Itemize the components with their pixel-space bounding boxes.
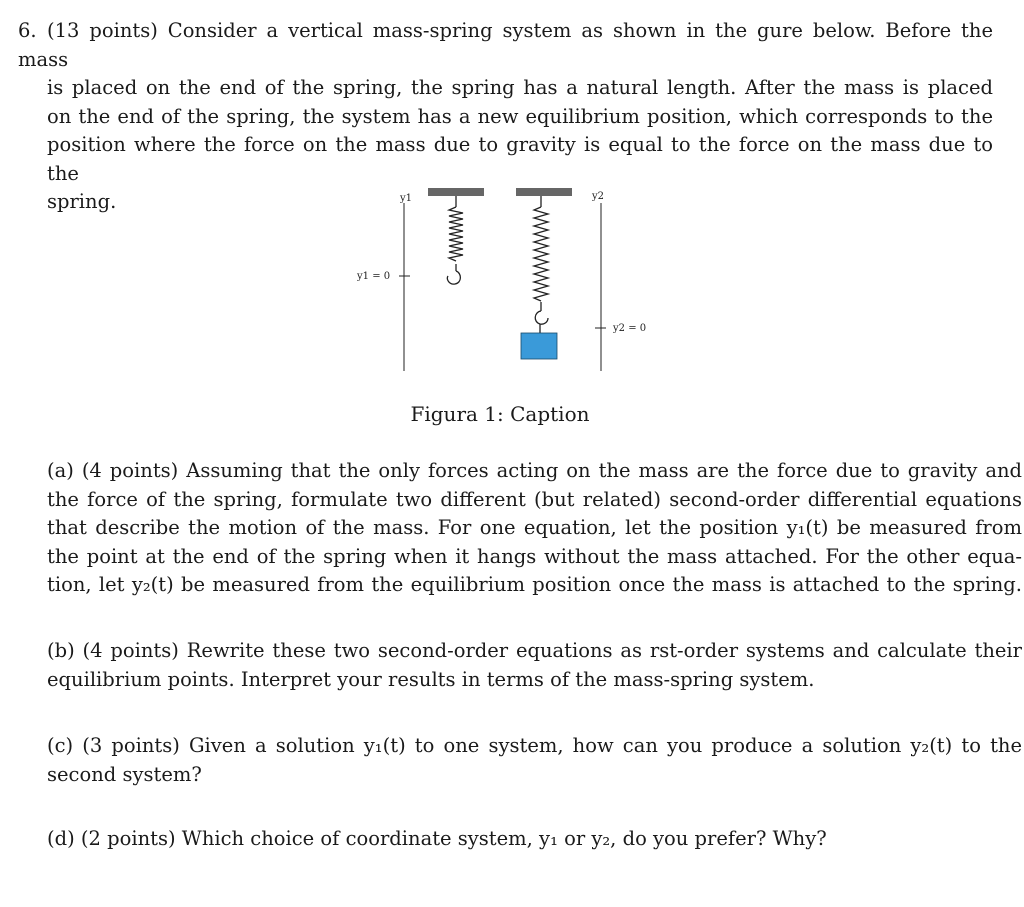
hook-left (447, 271, 460, 284)
y1-zero-label: y1 = 0 (357, 271, 391, 282)
part-a-line-5: tion, let y₂(t) be measured from the equilibrium position once the mass is attached to the spring. (47, 573, 1022, 596)
part-b-line-2: equilibrium points. Interpret your results in terms of the mass-spring system. (47, 667, 815, 691)
part-d-line-1: (d) (2 points) Which choice of coordinate system, y₁ or y₂, do you prefer? Why? (47, 827, 827, 850)
part-b (18, 637, 1022, 694)
part-a (18, 457, 1022, 600)
part-a-line-2: the force of the spring, formulate two different (but related) second-order differential equations (47, 487, 1022, 511)
intro-line-5: spring. (47, 190, 117, 213)
mass-spring-figure (340, 183, 670, 383)
problem-number: 6. (18, 19, 37, 42)
y1-axis-label: y1 (400, 193, 413, 204)
part-a-line-4: the point at the end of the spring when it hangs without the mass attached. For the other equa- (47, 544, 1022, 568)
part-a-line-3: that describe the motion of the mass. For one equation, let the position y₁(t) be measured from (47, 516, 1022, 539)
y2-axis-label: y2 (592, 191, 605, 202)
intro-line-4: position where the force on the mass due to gravity is equal to the force on the mass due to the (47, 133, 993, 185)
part-d (18, 825, 1022, 854)
intro-line-2: is placed on the end of the spring, the spring has a natural length. After the mass is placed (47, 76, 993, 99)
part-c-line-1: (c) (3 points) Given a solution y₁(t) to one system, how can you produce a solution y₂(t) to the (47, 734, 1022, 757)
part-c (18, 732, 1022, 789)
part-b-line-1: (b) (4 points) Rewrite these two second-order equations as rst-order systems and calculate their (47, 639, 1022, 662)
ceiling-left (428, 188, 484, 196)
hook-right (535, 311, 548, 324)
spring-left (449, 207, 463, 261)
spring-right (534, 207, 548, 301)
y2-zero-label: y2 = 0 (613, 323, 647, 334)
figure-caption: Figura 1: Caption (410, 402, 590, 426)
intro-line-1: (13 points) Consider a vertical mass-spring system as shown in the gure below. Before the mass (18, 19, 993, 71)
part-a-line-1: (a) (4 points) Assuming that the only forces acting on the mass are the force due to gravity and (47, 459, 1022, 482)
part-c-line-2: second system? (47, 762, 202, 786)
mass-block (521, 333, 557, 359)
ceiling-right (516, 188, 572, 196)
intro-line-3: on the end of the spring, the system has a new equilibrium position, which corresponds to the (47, 104, 993, 128)
